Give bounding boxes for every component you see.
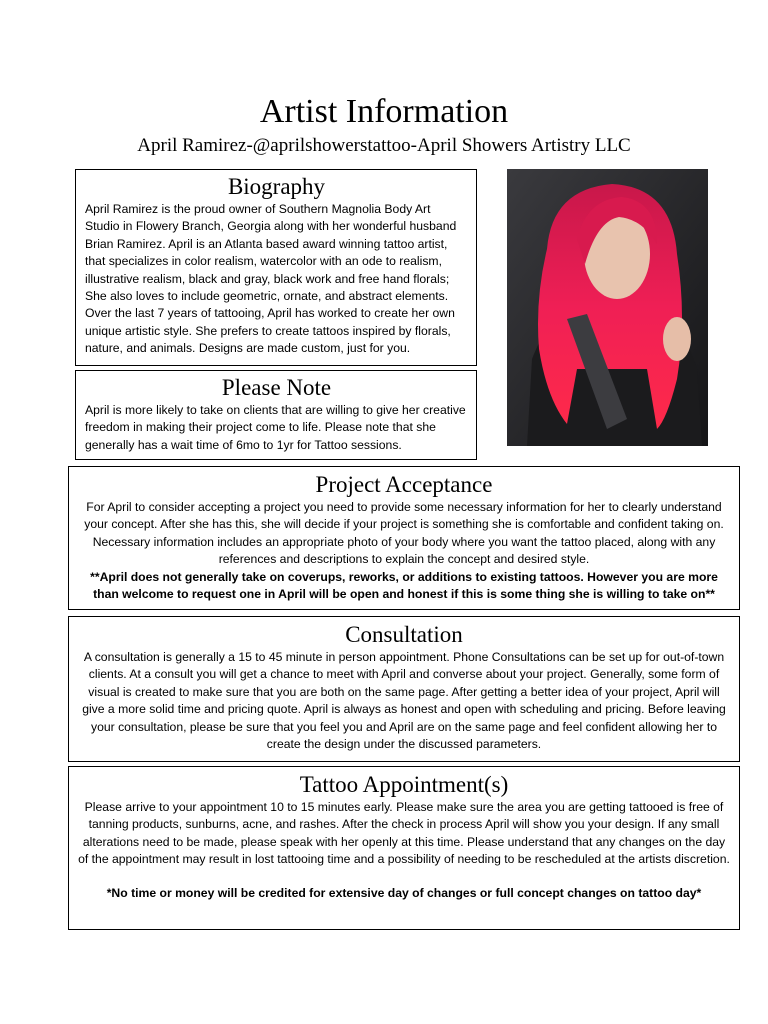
please-note-section <box>75 370 477 460</box>
consultation-heading: Consultation <box>345 622 463 647</box>
project-acceptance-text: For April to consider accepting a project you need to provide some necessary information for her to clearly understand your concept. After she has this, she will decide if your project is something she is comfortable and confident taking on. Necessary information includes an appropriate photo of your body where you want the tattoo placed, along with any references and descriptions to explain the concept and desired style. <box>84 500 724 567</box>
page-subtitle: April Ramirez-@aprilshowerstattoo-April Showers Artistry LLC <box>137 135 631 156</box>
page-title: Artist Information <box>259 93 509 130</box>
tattoo-appointment-heading: Tattoo Appointment(s) <box>299 772 509 797</box>
project-acceptance-section <box>68 466 740 610</box>
artist-photo <box>507 169 708 446</box>
biography-text: April Ramirez is the proud owner of Southern Magnolia Body Art Studio in Flowery Branch, Georgia along with her wonderful husband Brian Ramirez. April is an Atlanta based award winning tattoo artist, that specializes in color realism, watercolor with an ode to realism, illustrative realism, black and gray, black work and free hand florals; She also loves to include geometric, ornate, and abstract elements. Over the last 7 years of tattooing, April has worked to create her own unique artistic style. She prefers to create tattoos inspired by florals, nature, and animals. Designs are made custom, just for you. <box>85 202 457 356</box>
project-acceptance-heading: Project Acceptance <box>315 472 493 497</box>
consultation-section <box>68 616 740 762</box>
artist-portrait-image <box>507 169 708 446</box>
tattoo-appointment-bold-note: *No time or money will be credited for extensive day of changes or full concept changes on tattoo day* <box>106 885 702 900</box>
tattoo-appointment-section <box>68 766 740 930</box>
tattoo-appointment-text: Please arrive to your appointment 10 to 15 minutes early. Please make sure the area you are getting tattooed is free of tanning products, sunburns, acne, and rashes. After the check in process April will show you your design. If any small alterations need to be made, please speak with her openly at this time. Please understand that any changes on the day of the appointment may result in lost tattooing time and a possibility of needing to be rescheduled at the artists discretion. <box>78 800 730 867</box>
biography-section <box>75 169 477 366</box>
biography-heading: Biography <box>227 174 326 199</box>
project-acceptance-bold-note: **April does not generally take on coverups, reworks, or additions to existing tattoos. However you are more than welcome to request one in April will be open and honest if this is some thing she is willing to take on** <box>90 569 718 602</box>
please-note-heading: Please Note <box>221 375 332 400</box>
spacer <box>77 869 731 885</box>
please-note-text: April is more likely to take on clients that are willing to give her creative freedom in making their project come to life. Please note that she generally has a wait time of 6mo to 1yr for Tattoo sessions. <box>85 403 466 452</box>
consultation-text: A consultation is generally a 15 to 45 minute in person appointment. Phone Consultations can be set up for out-of-town clients. At a consult you will get a chance to meet with April and converse about your project. Generally, some form of visual is created to make sure that you are both on the same page. After getting a better idea of your project, April will give a more solid time and pricing quote. April is always as honest and open with scheduling and pricing. Before leaving your consultation, please be sure that you feel you and April are on the same page and feel confident allowing her to create the design under the discussed parameters. <box>82 650 726 752</box>
